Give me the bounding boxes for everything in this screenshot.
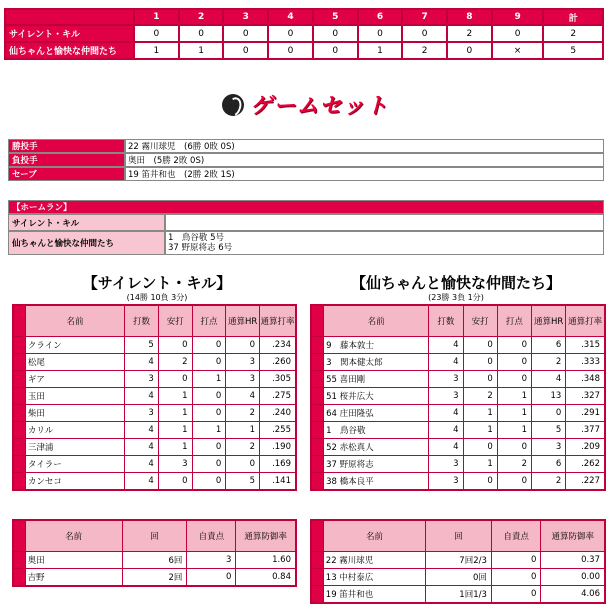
column-header: 通算HR <box>226 306 259 336</box>
inning-header: 9 <box>492 9 544 25</box>
inning-header: 5 <box>313 9 358 25</box>
baseball-icon <box>222 94 244 116</box>
table-row <box>312 569 604 585</box>
team-name: サイレント・キル <box>5 25 134 42</box>
total-header: 計 <box>543 9 603 25</box>
column-header: 回 <box>123 521 187 551</box>
stat-cell: .255 <box>260 422 295 438</box>
row-marker <box>312 439 323 455</box>
stat-cell: .333 <box>566 354 604 370</box>
row-marker <box>312 405 323 421</box>
column-header: 名前 <box>324 306 428 336</box>
column-header: 打数 <box>429 306 462 336</box>
stat-cell: .227 <box>566 473 604 489</box>
inning-score: 0 <box>268 25 313 42</box>
stat-cell: 3 <box>125 371 158 387</box>
stat-cell: 0回 <box>426 569 491 585</box>
player-name: 13 中村泰広 <box>324 569 425 585</box>
inning-score: 0 <box>358 25 403 42</box>
result-value: 19 笛井和也 (2勝 2敗 1S) <box>125 167 604 181</box>
result-label: セーブ <box>8 167 125 181</box>
stat-cell: 0 <box>187 569 235 585</box>
player-name: 38 橋本良平 <box>324 473 428 489</box>
team-name: 仙ちゃんと愉快な仲間たち <box>5 42 134 59</box>
table-row <box>312 422 604 438</box>
right-pitching-table <box>310 519 606 604</box>
row-marker <box>14 569 25 585</box>
left-team-record: (14勝 10負 3分) <box>126 293 188 302</box>
row-marker <box>312 473 323 489</box>
table-row <box>14 473 295 489</box>
player-name: 吉野 <box>26 569 122 585</box>
stat-cell: 0 <box>193 354 226 370</box>
stat-cell: 2回 <box>123 569 187 585</box>
column-header: 名前 <box>26 306 124 336</box>
stat-cell: 4 <box>532 371 565 387</box>
table-row <box>14 337 295 353</box>
stat-cell: 0 <box>193 405 226 421</box>
stat-cell: 1 <box>464 405 497 421</box>
inning-score: 1 <box>179 42 224 59</box>
player-name: 松尾 <box>26 354 124 370</box>
stat-cell: 2 <box>226 405 259 421</box>
homerun-row <box>8 214 604 231</box>
stat-cell: 0 <box>492 586 541 602</box>
row-marker <box>312 354 323 370</box>
inning-score: 0 <box>223 25 268 42</box>
scoreboard-row-away <box>5 25 603 42</box>
stat-cell: 4 <box>429 337 462 353</box>
stat-cell: 0 <box>492 569 541 585</box>
inning-header: 7 <box>402 9 447 25</box>
table-row <box>312 586 604 602</box>
stat-cell: 0 <box>498 371 531 387</box>
game-set-banner <box>0 89 611 120</box>
row-marker <box>312 456 323 472</box>
table-row <box>312 405 604 421</box>
stat-cell: 0 <box>532 405 565 421</box>
stat-cell: 4 <box>125 473 158 489</box>
stat-cell: 0 <box>193 388 226 404</box>
inning-header: 4 <box>268 9 313 25</box>
player-name: ギア <box>26 371 124 387</box>
table-row <box>14 388 295 404</box>
game-set-text: ゲームセット <box>250 94 389 119</box>
player-name: クライン <box>26 337 124 353</box>
stat-cell: 1 <box>159 388 192 404</box>
homerun-table <box>8 200 604 255</box>
result-label: 勝投手 <box>8 139 125 153</box>
stat-cell: 3 <box>429 473 462 489</box>
inning-score: 0 <box>134 25 179 42</box>
player-name: 55 喜田剛 <box>324 371 428 387</box>
homerun-row <box>8 231 604 255</box>
stat-cell: .348 <box>566 371 604 387</box>
player-name: カリル <box>26 422 124 438</box>
stat-cell: 0.00 <box>541 569 604 585</box>
stat-cell: .169 <box>260 456 295 472</box>
stat-cell: 2 <box>532 354 565 370</box>
stat-cell: 1 <box>498 388 531 404</box>
table-row <box>312 371 604 387</box>
stat-cell: 0 <box>498 439 531 455</box>
stat-cell: 3 <box>125 405 158 421</box>
header-row <box>312 521 604 551</box>
stat-cell: 0.84 <box>236 569 295 585</box>
stat-cell: 5 <box>532 422 565 438</box>
row-marker <box>312 371 323 387</box>
stat-cell: 2 <box>226 439 259 455</box>
table-row <box>14 371 295 387</box>
stat-cell: 4 <box>125 422 158 438</box>
left-team-title: 【サイレント・キル】 <box>82 274 232 292</box>
stat-cell: 1 <box>498 422 531 438</box>
player-name: 奥田 <box>26 552 122 568</box>
inning-score: 0 <box>223 42 268 59</box>
table-row <box>312 388 604 404</box>
player-name: 柴田 <box>26 405 124 421</box>
stat-cell: 4 <box>125 388 158 404</box>
stat-cell: 4 <box>125 354 158 370</box>
homerun-caption: 【ホームラン】 <box>8 200 604 214</box>
stat-cell: 4.06 <box>541 586 604 602</box>
row-marker <box>312 306 323 336</box>
row-marker <box>312 586 323 602</box>
stat-cell: 2 <box>498 456 531 472</box>
player-name: 19 笛井和也 <box>324 586 425 602</box>
table-row <box>14 456 295 472</box>
homerun-entry: 1 鳥谷敬 5号 <box>168 233 225 243</box>
column-header: 安打 <box>159 306 192 336</box>
stat-cell: 1 <box>159 439 192 455</box>
stat-cell: 4 <box>226 388 259 404</box>
column-header: 自責点 <box>187 521 235 551</box>
total-score: 2 <box>543 25 603 42</box>
right-batting-table <box>310 304 606 491</box>
stat-cell: 1 <box>498 405 531 421</box>
column-header: 通算HR <box>532 306 565 336</box>
result-label: 負投手 <box>8 153 125 167</box>
inning-header: 3 <box>223 9 268 25</box>
column-header: 打点 <box>193 306 226 336</box>
homerun-entry: 37 野原将志 6号 <box>168 243 233 253</box>
stat-cell: .275 <box>260 388 295 404</box>
result-value: 奥田 (5勝 2敗 0S) <box>125 153 604 167</box>
column-header: 名前 <box>26 521 122 551</box>
stat-cell: 3 <box>226 371 259 387</box>
stat-cell: 3 <box>532 439 565 455</box>
row-marker <box>14 473 25 489</box>
header-row <box>312 306 604 336</box>
stat-cell: 13 <box>532 388 565 404</box>
row-marker <box>312 388 323 404</box>
stat-cell: 3 <box>429 371 462 387</box>
stat-cell: 4 <box>429 405 462 421</box>
stat-cell: 0 <box>464 473 497 489</box>
stat-cell: 0 <box>498 473 531 489</box>
header-row <box>14 521 295 551</box>
inning-score: 0 <box>313 42 358 59</box>
stat-cell: 0 <box>193 473 226 489</box>
table-row <box>312 473 604 489</box>
stat-cell: 0 <box>159 473 192 489</box>
stat-cell: 1 <box>193 371 226 387</box>
inning-score: 0 <box>402 25 447 42</box>
table-row <box>312 354 604 370</box>
inning-score: 1 <box>358 42 403 59</box>
inning-score: 0 <box>179 25 224 42</box>
homerun-team: サイレント・キル <box>8 214 165 231</box>
row-marker <box>14 371 25 387</box>
table-row <box>14 569 295 585</box>
table-row <box>312 337 604 353</box>
result-row <box>8 167 604 181</box>
table-row <box>312 456 604 472</box>
total-score: 5 <box>543 42 603 59</box>
inning-score: 0 <box>447 42 492 59</box>
stat-cell: 6 <box>532 456 565 472</box>
table-row <box>14 552 295 568</box>
row-marker <box>312 552 323 568</box>
stat-cell: .262 <box>566 456 604 472</box>
stat-cell: 3 <box>429 456 462 472</box>
stat-cell: 0 <box>464 354 497 370</box>
column-header: 打点 <box>498 306 531 336</box>
stat-cell: 4 <box>125 456 158 472</box>
homerun-caption-row <box>8 200 604 214</box>
inning-score: 0 <box>313 25 358 42</box>
player-name: 37 野原将志 <box>324 456 428 472</box>
stat-cell: 0 <box>226 337 259 353</box>
homerun-team: 仙ちゃんと愉快な仲間たち <box>8 231 165 255</box>
player-name: 22 霧川球児 <box>324 552 425 568</box>
left-pitching-table <box>12 519 297 587</box>
stat-cell: .240 <box>260 405 295 421</box>
stat-cell: 5 <box>125 337 158 353</box>
stat-cell: 0 <box>193 439 226 455</box>
player-name: 64 庄田隆弘 <box>324 405 428 421</box>
player-name: 3 関本健太郎 <box>324 354 428 370</box>
row-marker <box>14 422 25 438</box>
stat-cell: .305 <box>260 371 295 387</box>
stat-cell: 4 <box>429 422 462 438</box>
row-marker <box>14 337 25 353</box>
stat-cell: 2 <box>532 473 565 489</box>
row-marker <box>14 354 25 370</box>
stat-cell: .234 <box>260 337 295 353</box>
inning-header: 6 <box>358 9 403 25</box>
stat-cell: 7回2/3 <box>426 552 491 568</box>
stat-cell: 0 <box>193 337 226 353</box>
inning-score: × <box>492 42 544 59</box>
row-marker <box>312 521 323 551</box>
scoreboard-corner <box>5 9 134 25</box>
column-header: 回 <box>426 521 491 551</box>
table-row <box>14 439 295 455</box>
row-marker <box>14 388 25 404</box>
stat-cell: 4 <box>429 354 462 370</box>
stat-cell: 6回 <box>123 552 187 568</box>
table-row <box>14 354 295 370</box>
homerun-list <box>165 231 604 255</box>
stat-cell: 3 <box>187 552 235 568</box>
stat-cell: 0 <box>159 371 192 387</box>
stat-cell: 0 <box>498 354 531 370</box>
stat-cell: 2 <box>159 354 192 370</box>
inning-score: 1 <box>134 42 179 59</box>
player-name: 52 赤松真人 <box>324 439 428 455</box>
stat-cell: .141 <box>260 473 295 489</box>
result-row <box>8 139 604 153</box>
inning-score: 0 <box>492 25 544 42</box>
scoreboard-header-row <box>5 9 603 25</box>
stat-cell: 0 <box>498 337 531 353</box>
player-name: 51 桜井広大 <box>324 388 428 404</box>
column-header: 自責点 <box>492 521 541 551</box>
stat-cell: 4 <box>429 439 462 455</box>
inning-score: 0 <box>268 42 313 59</box>
table-row <box>14 422 295 438</box>
stat-cell: 1回1/3 <box>426 586 491 602</box>
inning-header: 8 <box>447 9 492 25</box>
stat-cell: .377 <box>566 422 604 438</box>
table-row <box>312 552 604 568</box>
stat-cell: .327 <box>566 388 604 404</box>
column-header: 安打 <box>464 306 497 336</box>
stat-cell: .209 <box>566 439 604 455</box>
stat-cell: 1 <box>193 422 226 438</box>
row-marker <box>14 439 25 455</box>
column-header: 通算防御率 <box>236 521 295 551</box>
stat-cell: 5 <box>226 473 259 489</box>
player-name: 玉田 <box>26 388 124 404</box>
row-marker <box>312 422 323 438</box>
stat-cell: 0.37 <box>541 552 604 568</box>
stat-cell: .190 <box>260 439 295 455</box>
stat-cell: 1 <box>159 405 192 421</box>
scoreboard <box>4 8 604 60</box>
stat-cell: 0 <box>193 456 226 472</box>
stat-cell: 3 <box>159 456 192 472</box>
result-value: 22 霧川球児 (6勝 0敗 0S) <box>125 139 604 153</box>
stat-cell: 0 <box>464 371 497 387</box>
stat-cell: 4 <box>125 439 158 455</box>
right-team-record: (23勝 3負 1分) <box>428 293 484 302</box>
player-name: 三津浦 <box>26 439 124 455</box>
stat-cell: 0 <box>159 337 192 353</box>
column-header: 通算打率 <box>260 306 295 336</box>
row-marker <box>14 521 25 551</box>
player-name: 9 藤本敦士 <box>324 337 428 353</box>
stat-cell: 1 <box>159 422 192 438</box>
row-marker <box>312 569 323 585</box>
player-name: タイラー <box>26 456 124 472</box>
stat-cell: .260 <box>260 354 295 370</box>
table-row <box>312 439 604 455</box>
row-marker <box>14 405 25 421</box>
stat-cell: 3 <box>429 388 462 404</box>
pitcher-results <box>8 139 604 181</box>
inning-header: 1 <box>134 9 179 25</box>
inning-score: 2 <box>447 25 492 42</box>
result-row <box>8 153 604 167</box>
player-name: 1 鳥谷敬 <box>324 422 428 438</box>
stat-cell: 1 <box>226 422 259 438</box>
left-batting-table <box>12 304 297 491</box>
inning-score: 2 <box>402 42 447 59</box>
stat-cell: 2 <box>464 388 497 404</box>
stat-cell: .291 <box>566 405 604 421</box>
column-header: 通算防御率 <box>541 521 604 551</box>
stat-cell: 0 <box>492 552 541 568</box>
row-marker <box>14 306 25 336</box>
row-marker <box>312 337 323 353</box>
stat-cell: 1 <box>464 456 497 472</box>
stat-cell: 0 <box>464 337 497 353</box>
right-team-title: 【仙ちゃんと愉快な仲間たち】 <box>350 274 561 292</box>
stat-cell: 0 <box>464 439 497 455</box>
stat-cell: 0 <box>226 456 259 472</box>
row-marker <box>14 456 25 472</box>
stat-cell: 6 <box>532 337 565 353</box>
header-row <box>14 306 295 336</box>
column-header: 通算打率 <box>566 306 604 336</box>
stat-cell: 1.60 <box>236 552 295 568</box>
stat-cell: 1 <box>464 422 497 438</box>
scoreboard-row-home <box>5 42 603 59</box>
column-header: 打数 <box>125 306 158 336</box>
row-marker <box>14 552 25 568</box>
stat-cell: .315 <box>566 337 604 353</box>
stat-cell: 3 <box>226 354 259 370</box>
player-name: カンセコ <box>26 473 124 489</box>
column-header: 名前 <box>324 521 425 551</box>
inning-header: 2 <box>179 9 224 25</box>
homerun-list <box>165 214 604 231</box>
table-row <box>14 405 295 421</box>
